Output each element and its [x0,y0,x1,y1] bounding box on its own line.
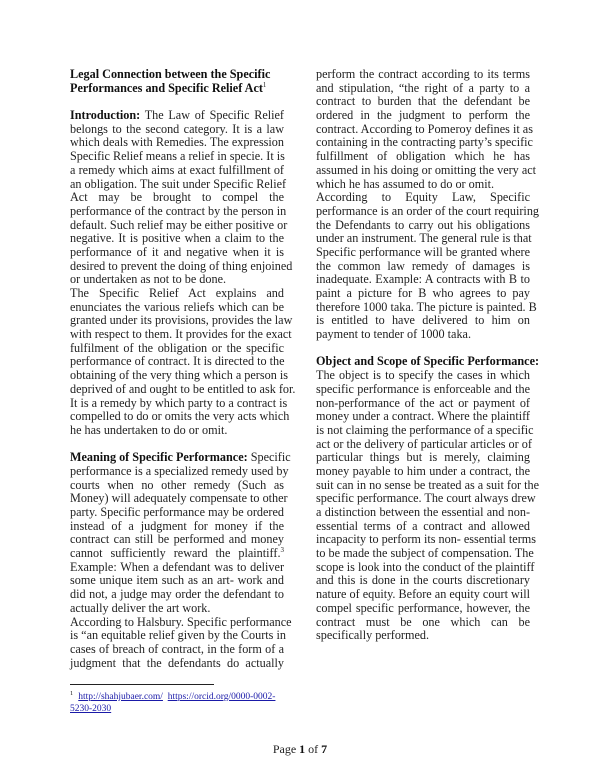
left-column [70,67,296,670]
text-line: Money) will adequately compensate to other [70,491,288,506]
text-line: which he has assumed to do or omit. [316,176,495,191]
footnote-ref[interactable]: 1 [262,80,267,89]
text-line: contract must be one which can be [316,614,530,629]
text-line: desired to prevent the doing of thing enjoined [70,258,293,273]
line-text: Specific [247,450,291,465]
footnote [70,688,284,715]
text-line: ordered in the judgment to perform the [316,108,530,123]
text-line: scope is look into the conduct of the plaintiff [316,559,535,574]
text-line: specific performance is enforceable and the [316,381,530,396]
text-line [70,109,284,123]
text-line: an obligation. The suit under Specific Relief [70,176,287,191]
text-line: inadequate. Example: A contracts with B to [316,272,530,287]
text-line: Example: When a defendant was to deliver [70,559,284,574]
text-line: compelled to do or omits the very acts which [70,409,290,424]
text-line: containing in the contracting party’s specific [316,135,533,150]
bold-lead: Performances and Specific Relief Act [70,80,263,95]
text-line: Act may be brought to compel the [70,190,284,205]
text-line: act or the delivery of particular articles or of [316,436,532,451]
bold-lead: Legal Connection between the Specific [70,67,271,81]
text-line: contract can still be performed and money [70,532,284,547]
page-number [0,742,600,757]
text-line: actually deliver the art work. [70,600,211,615]
text-line: performance is an order of the court requiring [316,203,540,218]
text-line: did not, a judge may order the defendant to [70,587,284,602]
text-line: or undertaken as not to be done. [70,272,227,287]
text-line: fulfilment of the obligation or the specific [70,340,284,355]
text-line: performance of the contract by the person in [70,203,287,218]
text-line: deprived of and ought to be entitled to ask for. [70,381,296,396]
paragraph-gap [70,438,284,452]
text-line: is not claiming the performance of a specific [316,422,534,437]
text-line [70,450,291,465]
text-line: enunciates the various reliefs which can be [70,299,284,314]
paragraph [70,108,293,287]
text-line: assumed in his doing or omitting the very act [316,162,537,177]
text-line: granted under its provisions, provides the law [70,313,293,328]
bold-lead: Meaning of Specific Performance: [70,450,248,465]
text-line: contract to burden that the defendant be [316,94,530,109]
text-line: fulfillment of obligation which he has [316,149,530,164]
paragraph [316,67,537,191]
text-line: particular things but is merely, claiming [316,450,530,465]
text-line: suit can in no sense be treated as a suit for the [316,477,540,492]
text-line: default. Such relief may be either positive or [70,217,288,232]
text-line: compel specific performance, however, the [316,600,530,615]
text-line: the Defendants to carry out his obligations [316,217,530,232]
paragraph-gap [316,342,530,356]
text-line: belongs to the second category. It is a law [70,121,284,136]
footnote-ref[interactable]: 3 [280,546,284,555]
section-heading [70,68,284,95]
text-line: essential terms of a contract and allowed [316,518,530,533]
line-text: cannot sufficiently reward the plaintiff. [70,546,281,561]
text-line: cases of breach of contract, in the form of a [70,641,284,656]
paragraph [70,614,292,671]
paragraph-gap [70,95,284,109]
text-line: instead of a judgment for money if the [70,518,284,533]
footnote-link-orcid-cont[interactable]: 5230-2030 [70,704,112,714]
text-line: perform the contract according to its terms [316,67,530,81]
text-line: is “an equitable relief given by the Courts in [70,628,286,643]
text-line: some unique item such as an art- work and [70,573,284,588]
text-line: performance is a specialized remedy used by [70,463,289,478]
text-line [70,82,284,96]
text-line: with respect to them. It provides for the exact [70,327,292,342]
text-line: which deals with Remedies. The expression [70,135,284,150]
text-line: payment to tender of 1000 taka. [316,327,472,342]
text-line: According to Equity Law, Specific [316,190,530,205]
text-line: Specific Relief means a relief in specie. It is [70,149,285,164]
text-line: contract. According to Pomeroy defines it as [316,121,533,136]
current-page: 1 [299,742,306,756]
text-line: paint a picture for B who agrees to pay [316,286,530,300]
bold-lead: Introduction: [70,108,141,123]
text-line: specifically performed. [316,628,430,643]
text-line: a remedy which aims at exact fulfillment of [70,162,284,177]
text-line [316,354,540,369]
total-pages: 7 [321,742,328,756]
text-line: to be made the subject of compensation. The [316,546,534,561]
right-column [316,67,540,643]
text-line: According to Halsbury. Specific performance [70,614,292,629]
paragraph [70,286,296,438]
paragraph [316,368,540,643]
text-line: nature of equity. Before an equity court will [316,587,530,602]
page-label: Page [272,742,300,756]
footnote-link-orcid[interactable]: https://orcid.org/0000-0002- [167,692,276,702]
line-text: The Law of Specific Relief [140,108,284,123]
bold-lead: Object and Scope of Specific Performance: [316,354,540,369]
footnote-number: 1 [70,690,74,697]
text-line: judgment that the defendants do actually [70,655,284,670]
text-line: the common law remedy of damages is [316,258,530,273]
text-line: performance of it and negative when it is [70,244,284,259]
text-line: courts when no other remedy (Such as [70,477,284,492]
text-line: non-performance of the act or payment of [316,395,530,410]
text-line: and stipulation, “the right of a party to a [316,80,530,95]
text-line: obtaining of the very thing which a person is [70,368,288,383]
text-line: incapacity to perform its non- essential terms [316,532,536,547]
text-line: party. Specific performance may be ordered [70,505,284,519]
text-line: and this is done in the courts discretionary [316,573,530,588]
footnote-link-website[interactable]: http://shahjubaer.com/ [78,692,163,702]
text-line: It is a remedy by which party to a contract is [70,395,288,410]
text-line: performance of contract. It is directed to the [70,354,285,369]
paragraph [316,190,540,342]
text-line [70,547,284,561]
text-line: under an instrument. The general rule is that [316,231,532,246]
page-sep: of [305,742,322,756]
text-line: The object is to specify the cases in which [316,368,530,383]
text-line: he has undertaken to do or omit. [70,422,228,437]
text-line: is entitled to have delivered to him on [316,313,530,328]
text-line: money under a contract. Where the plaintiff [316,409,530,424]
footnote-divider [70,684,214,685]
text-line: negative. It is positive when a claim to the [70,231,284,246]
text-line: specific performance. The court always drew [316,491,536,506]
text-line [70,68,284,82]
text-line: money payable to him under a contract, the [316,463,530,478]
text-line: a distinction between the essential and non- [316,505,530,519]
text-line: Specific performance will be granted where [316,244,530,259]
text-line: therefore 1000 taka. The picture is painted. B [316,299,537,314]
section-heading [316,354,540,369]
paragraph [70,450,291,615]
text-line: The Specific Relief Act explains and [70,286,284,300]
